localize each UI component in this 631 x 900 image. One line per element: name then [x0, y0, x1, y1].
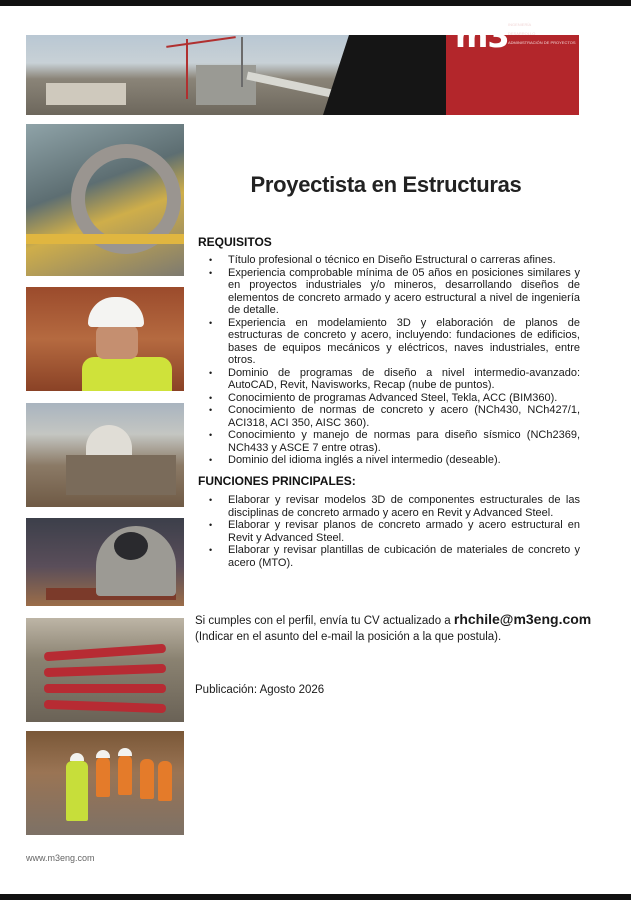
list-item: • Conocimiento y manejo de normas para diseño sísmico (NCh2369, NCh433 y ASCE 7 entre otras).: [228, 429, 580, 454]
job-title: Proyectista en Estructuras: [250, 172, 522, 197]
company-logo: m3: [455, 17, 509, 55]
publication-date: Publicación: Agosto 2026: [195, 684, 325, 696]
construction-workers-photo: [26, 731, 184, 835]
requirements-heading: REQUISITOS: [198, 235, 272, 249]
bottom-border: [0, 894, 631, 900]
list-item: • Experiencia comprobable mínima de 05 años en posiciones similares y en proyectos industriales y/o mineros, desarrollando diseños de elementos de concreto armado y acero estructural a nivel de ingeniería de detalle.: [228, 267, 580, 317]
list-item: • Elaborar y revisar planos de concreto armado y acero estructural en Revit y Advanced Steel.: [228, 519, 580, 544]
list-item: • Elaborar y revisar modelos 3D de componentes estructurales de las disciplinas de concreto armado y acero en Revit y Advanced Steel.: [228, 494, 580, 519]
list-item: • Experiencia en modelamiento 3D y elaboración de planos de estructuras de concreto y acero, incluyendo: fundaciones de edificios, bases de equipos mecánicos y eléctricos, naves industriales, entre otros.: [228, 317, 580, 367]
requirements-list: [198, 254, 580, 467]
contact-email-link[interactable]: rhchile@m3eng.com: [453, 611, 592, 627]
functions-heading: FUNCIONES PRINCIPALES:: [198, 474, 356, 488]
logo-tagline: INGENIERÍA DESARROLLO ADMINISTRACIÓN DE PROYECTOS: [508, 22, 576, 45]
list-item: • Título profesional o técnico en Diseño Estructural o carreras afines.: [228, 254, 580, 267]
contact-text: Si cumples con el perfil, envía tu CV actualizado a: [195, 615, 454, 627]
mining-plant-photo: [26, 403, 184, 507]
list-item: • Dominio del idioma inglés a nivel intermedio (deseable).: [228, 454, 580, 467]
top-border: [0, 0, 631, 6]
construction-site-photo: [26, 35, 366, 115]
footer-url[interactable]: www.m3eng.com: [26, 853, 95, 863]
list-item: • Conocimiento de programas Advanced Steel, Tekla, ACC (BIM360).: [228, 392, 580, 405]
functions-list: [198, 494, 580, 569]
conveyor-belt-photo: [26, 618, 184, 722]
list-item: • Conocimiento de normas de concreto y acero (NCh430, NCh427/1, ACI318, ACI 350, AISC 360).: [228, 404, 580, 429]
contact-note: (Indicar en el asunto del e-mail la posición a la que postula).: [195, 631, 502, 643]
contact-block: [195, 611, 595, 645]
engineer-portrait-photo: [26, 287, 184, 391]
mill-equipment-photo: [26, 124, 184, 276]
observatory-photo: [26, 518, 184, 606]
list-item: • Dominio de programas de diseño a nivel intermedio-avanzado: AutoCAD, Revit, Navisworks, Recap (nube de puntos).: [228, 367, 580, 392]
list-item: • Elaborar y revisar plantillas de cubicación de materiales de concreto y acero (MTO).: [228, 544, 580, 569]
